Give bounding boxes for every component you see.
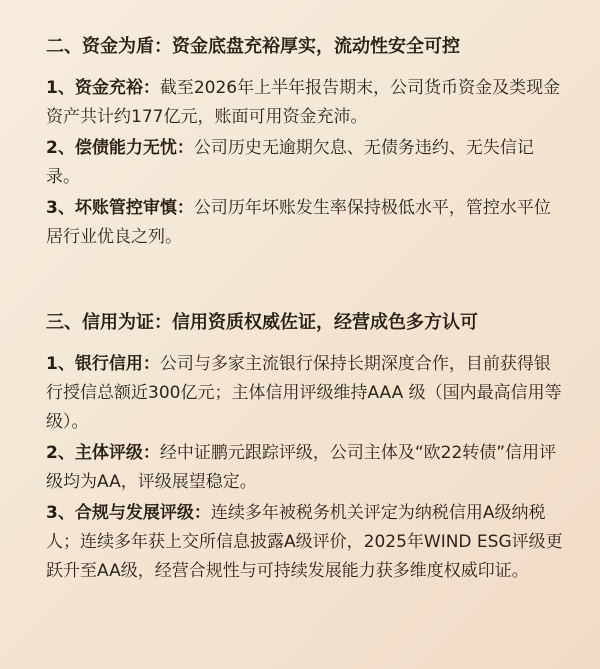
item-text: 公司与多家主流银行保持长期深度合作，目前获得银行授信总额近300亿元；主体信用评级维持AAA 级（国内最高信用等级）。 bbox=[46, 354, 562, 432]
item-text: 经中证鹏元跟踪评级，公司主体及“欧22转债”信用评级均为AA，评级展望稳定。 bbox=[46, 443, 557, 492]
section-heading: 二、资金为盾：资金底盘充裕厚实，流动性安全可控 bbox=[46, 36, 460, 57]
item-lead: 1、资金充裕： bbox=[46, 78, 160, 98]
list-item bbox=[46, 350, 566, 437]
item-lead: 1、银行信用： bbox=[46, 354, 160, 374]
item-text: 截至2026年上半年报告期末，公司货币资金及类现金资产共计约177亿元，账面可用资金充沛。 bbox=[46, 78, 561, 127]
section-heading: 三、信用为证：信用资质权威佐证，经营成色多方认可 bbox=[46, 312, 478, 333]
item-lead: 3、坏账管控审慎： bbox=[46, 198, 194, 218]
item-text: 公司历史无逾期欠息、无债务违约、无失信记录。 bbox=[46, 138, 534, 187]
list-item bbox=[46, 499, 566, 586]
item-lead: 3、合规与发展评级： bbox=[46, 503, 211, 523]
section-funds-shield bbox=[46, 34, 566, 254]
item-text: 连续多年被税务机关评定为纳税信用A级纳税人；连续多年获上交所信息披露A级评价，2025年WIND ESG评级更跃升至AA级，经营合规性与可持续发展能力获多维度权威印证。 bbox=[46, 503, 563, 581]
item-lead: 2、主体评级： bbox=[46, 443, 160, 463]
list-item bbox=[46, 74, 566, 132]
list-item bbox=[46, 194, 566, 252]
section-credit-proof bbox=[46, 310, 566, 588]
item-lead: 2、偿债能力无忧： bbox=[46, 138, 194, 158]
list-item bbox=[46, 439, 566, 497]
list-item bbox=[46, 134, 566, 192]
item-text: 公司历年坏账发生率保持极低水平，管控水平位居行业优良之列。 bbox=[46, 198, 551, 247]
